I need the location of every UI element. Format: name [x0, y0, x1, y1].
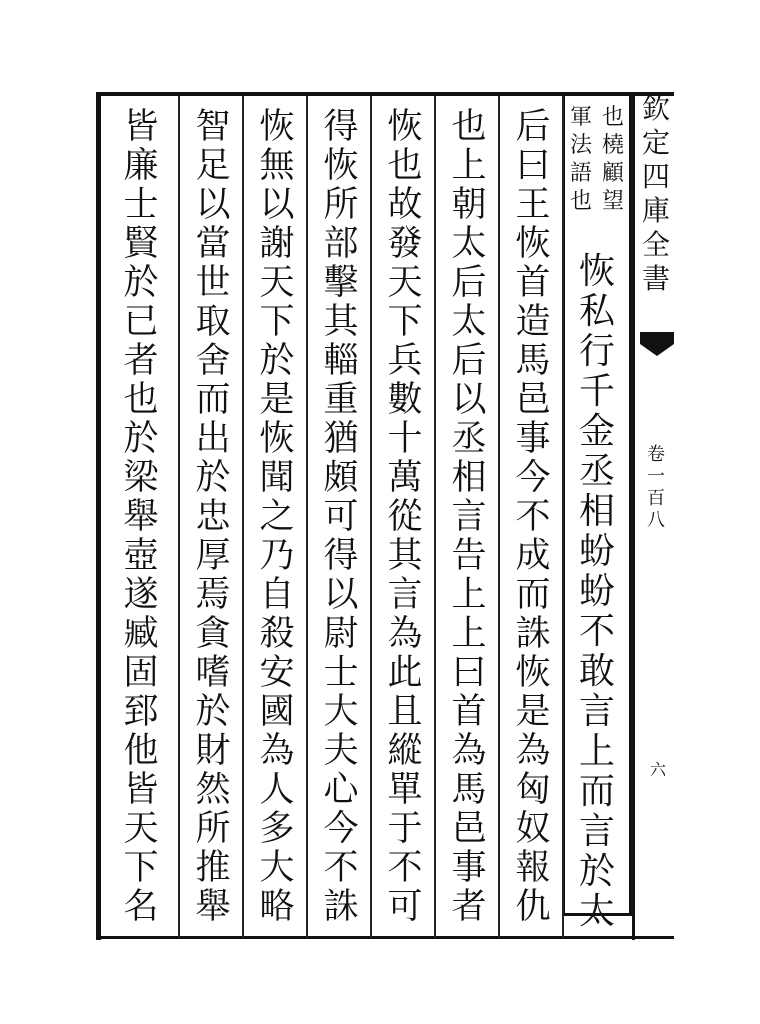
- text-char: 心: [323, 770, 359, 810]
- margin-rule: [632, 92, 635, 940]
- text-char: 下: [387, 302, 423, 342]
- text-char: 也: [451, 107, 487, 147]
- text-char: 名: [123, 887, 159, 927]
- text-char: 太: [451, 302, 487, 342]
- text-char: 相: [451, 458, 487, 498]
- text-char: 十: [387, 419, 423, 459]
- text-char: 王: [515, 185, 551, 225]
- text-char: 為: [451, 731, 487, 771]
- text-char: 今: [323, 809, 359, 849]
- annotation-char: 望: [601, 189, 624, 214]
- text-char: 尉: [323, 614, 359, 654]
- text-char: 忠: [195, 497, 231, 537]
- annotation-char: 也: [601, 105, 624, 130]
- text-char: 略: [259, 887, 295, 927]
- text-char: 恢: [515, 224, 551, 264]
- title-char: 庫: [641, 194, 670, 227]
- text-char: 后: [515, 107, 551, 147]
- text-char: 恢: [515, 653, 551, 693]
- text-char: 下: [259, 302, 295, 342]
- text-char: 廉: [123, 146, 159, 186]
- text-char: 以: [259, 185, 295, 225]
- text-char: 報: [515, 848, 551, 888]
- text-char: 下: [123, 848, 159, 888]
- text-char: 他: [123, 731, 159, 771]
- text-char: 從: [387, 497, 423, 537]
- text-char: 為: [515, 731, 551, 771]
- text-char: 士: [323, 653, 359, 693]
- text-char: 發: [387, 224, 423, 264]
- annotation-char: 法: [569, 133, 592, 158]
- text-char: 丞: [451, 419, 487, 459]
- text-char: 后: [451, 341, 487, 381]
- text-char: 故: [387, 185, 423, 225]
- text-char: 曰: [451, 653, 487, 693]
- text-char: 事: [451, 848, 487, 888]
- text-char: 且: [387, 692, 423, 732]
- text-char: 為: [387, 614, 423, 654]
- text-char: 丞: [578, 451, 615, 492]
- text-char: 安: [259, 653, 295, 693]
- text-char: 謝: [259, 224, 295, 264]
- text-char: 遂: [123, 575, 159, 615]
- text-char: 邑: [451, 809, 487, 849]
- text-char: 乃: [259, 536, 295, 576]
- text-char: 之: [259, 497, 295, 537]
- text-char: 不: [515, 497, 551, 537]
- text-char: 恢: [387, 107, 423, 147]
- text-char: 數: [387, 380, 423, 420]
- text-char: 千: [578, 371, 615, 412]
- volume-label: [640, 444, 672, 584]
- text-char: 恢: [578, 251, 615, 292]
- text-char: 相: [578, 491, 615, 532]
- text-char: 部: [323, 224, 359, 264]
- text-char: 梁: [123, 458, 159, 498]
- text-column-1: [566, 252, 628, 932]
- text-char: 首: [515, 263, 551, 303]
- title-char: 四: [641, 160, 670, 193]
- text-char: 智: [195, 107, 231, 147]
- text-column-7: [182, 108, 244, 928]
- annotation-char: 語: [569, 161, 592, 186]
- text-char: 也: [387, 146, 423, 186]
- text-char: 仇: [515, 887, 551, 927]
- text-column-2: [502, 108, 564, 928]
- text-char: 已: [123, 302, 159, 342]
- text-char: 造: [515, 302, 551, 342]
- annotation-char: 顧: [601, 161, 624, 186]
- text-char: 馬: [515, 341, 551, 381]
- text-char: 而: [578, 771, 615, 812]
- text-char: 世: [195, 263, 231, 303]
- text-char: 首: [451, 692, 487, 732]
- text-column-4: [374, 108, 436, 928]
- text-char: 天: [123, 809, 159, 849]
- text-char: 足: [195, 146, 231, 186]
- text-char: 猶: [323, 419, 359, 459]
- text-char: 天: [387, 263, 423, 303]
- text-char: 恢: [323, 146, 359, 186]
- text-char: 言: [451, 497, 487, 537]
- text-char: 以: [451, 380, 487, 420]
- text-char: 上: [451, 146, 487, 186]
- title-char: 欽: [641, 92, 670, 125]
- text-char: 以: [323, 575, 359, 615]
- text-char: 此: [387, 653, 423, 693]
- text-char: 今: [515, 458, 551, 498]
- text-char: 告: [451, 536, 487, 576]
- text-char: 敢: [578, 651, 615, 692]
- text-char: 奴: [515, 809, 551, 849]
- annotation-char: 軍: [569, 105, 592, 130]
- text-char: 焉: [195, 575, 231, 615]
- text-char: 誅: [323, 887, 359, 927]
- text-char: 殺: [259, 614, 295, 654]
- text-char: 士: [123, 185, 159, 225]
- text-char: 萬: [387, 458, 423, 498]
- text-char: 蚡: [578, 571, 615, 612]
- text-char: 邑: [515, 380, 551, 420]
- text-char: 言: [578, 811, 615, 852]
- text-char: 自: [259, 575, 295, 615]
- text-char: 金: [578, 411, 615, 452]
- text-column-5: [310, 108, 372, 928]
- text-char: 財: [195, 731, 231, 771]
- text-char: 單: [387, 770, 423, 810]
- text-char: 所: [195, 809, 231, 849]
- text-char: 是: [515, 692, 551, 732]
- text-char: 馬: [451, 770, 487, 810]
- text-column-3: [438, 108, 500, 928]
- volume-char: 百: [647, 488, 665, 509]
- text-char: 朝: [451, 185, 487, 225]
- text-char: 國: [259, 692, 295, 732]
- text-char: 以: [195, 185, 231, 225]
- text-char: 誅: [515, 614, 551, 654]
- text-char: 不: [387, 848, 423, 888]
- frame-left-rule: [96, 92, 101, 940]
- text-char: 出: [195, 419, 231, 459]
- text-char: 於: [195, 692, 231, 732]
- text-char: 太: [578, 891, 615, 932]
- text-char: 縱: [387, 731, 423, 771]
- text-char: 成: [515, 536, 551, 576]
- text-char: 多: [259, 809, 295, 849]
- text-char: 厚: [195, 536, 231, 576]
- text-char: 頗: [323, 458, 359, 498]
- text-char: 行: [578, 331, 615, 372]
- text-char: 者: [451, 887, 487, 927]
- text-char: 所: [323, 185, 359, 225]
- text-char: 於: [259, 341, 295, 381]
- text-char: 重: [323, 380, 359, 420]
- text-char: 曰: [515, 146, 551, 186]
- text-char: 皆: [123, 770, 159, 810]
- text-char: 壺: [123, 536, 159, 576]
- text-char: 貪: [195, 614, 231, 654]
- text-char: 於: [123, 419, 159, 459]
- text-char: 上: [578, 731, 615, 772]
- text-char: 言: [578, 691, 615, 732]
- text-char: 不: [578, 611, 615, 652]
- text-char: 于: [387, 809, 423, 849]
- text-char: 兵: [387, 341, 423, 381]
- text-char: 可: [323, 497, 359, 537]
- text-char: 人: [259, 770, 295, 810]
- text-char: 是: [259, 380, 295, 420]
- text-char: 而: [195, 380, 231, 420]
- text-char: 也: [123, 380, 159, 420]
- text-char: 擊: [323, 263, 359, 303]
- volume-char: 卷: [647, 444, 665, 465]
- text-char: 輜: [323, 341, 359, 381]
- text-char: 恢: [259, 107, 295, 147]
- text-char: 太: [451, 224, 487, 264]
- text-char: 私: [578, 291, 615, 332]
- text-char: 舍: [195, 341, 231, 381]
- text-char: 者: [123, 341, 159, 381]
- text-char: 無: [259, 146, 295, 186]
- text-char: 匈: [515, 770, 551, 810]
- annotation-char: 也: [569, 189, 592, 214]
- text-char: 為: [259, 731, 295, 771]
- text-char: 舉: [123, 497, 159, 537]
- page-number: 六: [649, 760, 666, 779]
- text-char: 當: [195, 224, 231, 264]
- text-char: 上: [451, 614, 487, 654]
- text-char: 賢: [123, 224, 159, 264]
- text-column-6: [246, 108, 308, 928]
- text-char: 言: [387, 575, 423, 615]
- book-title: [638, 92, 674, 322]
- text-char: 取: [195, 302, 231, 342]
- text-char: 可: [387, 887, 423, 927]
- text-char: 臧: [123, 614, 159, 654]
- text-char: 不: [323, 848, 359, 888]
- text-char: 事: [515, 419, 551, 459]
- text-char: 上: [451, 575, 487, 615]
- text-char: 蚡: [578, 531, 615, 572]
- text-char: 推: [195, 848, 231, 888]
- text-char: 嗜: [195, 653, 231, 693]
- column-rule: [178, 96, 180, 938]
- text-char: 郅: [123, 692, 159, 732]
- text-char: 天: [259, 263, 295, 303]
- text-char: 得: [323, 107, 359, 147]
- title-char: 書: [641, 262, 670, 295]
- text-char: 后: [451, 263, 487, 303]
- text-char: 大: [259, 848, 295, 888]
- text-char: 大: [323, 692, 359, 732]
- title-char: 全: [641, 228, 670, 261]
- text-char: 而: [515, 575, 551, 615]
- text-char: 於: [578, 851, 615, 892]
- text-char: 於: [195, 458, 231, 498]
- annotation-char: 橈: [601, 133, 624, 158]
- text-char: 然: [195, 770, 231, 810]
- volume-char: 一: [647, 466, 665, 487]
- text-char: 固: [123, 653, 159, 693]
- volume-char: 八: [647, 510, 665, 531]
- text-char: 恢: [259, 419, 295, 459]
- text-column-8: [110, 108, 172, 928]
- text-char: 夫: [323, 731, 359, 771]
- text-char: 得: [323, 536, 359, 576]
- fish-tail-icon: [640, 332, 674, 364]
- text-char: 聞: [259, 458, 295, 498]
- frame-bottom-rule: [96, 936, 674, 939]
- title-char: 定: [641, 126, 670, 159]
- text-char: 其: [387, 536, 423, 576]
- text-char: 皆: [123, 107, 159, 147]
- text-char: 於: [123, 263, 159, 303]
- text-char: 舉: [195, 887, 231, 927]
- text-char: 其: [323, 302, 359, 342]
